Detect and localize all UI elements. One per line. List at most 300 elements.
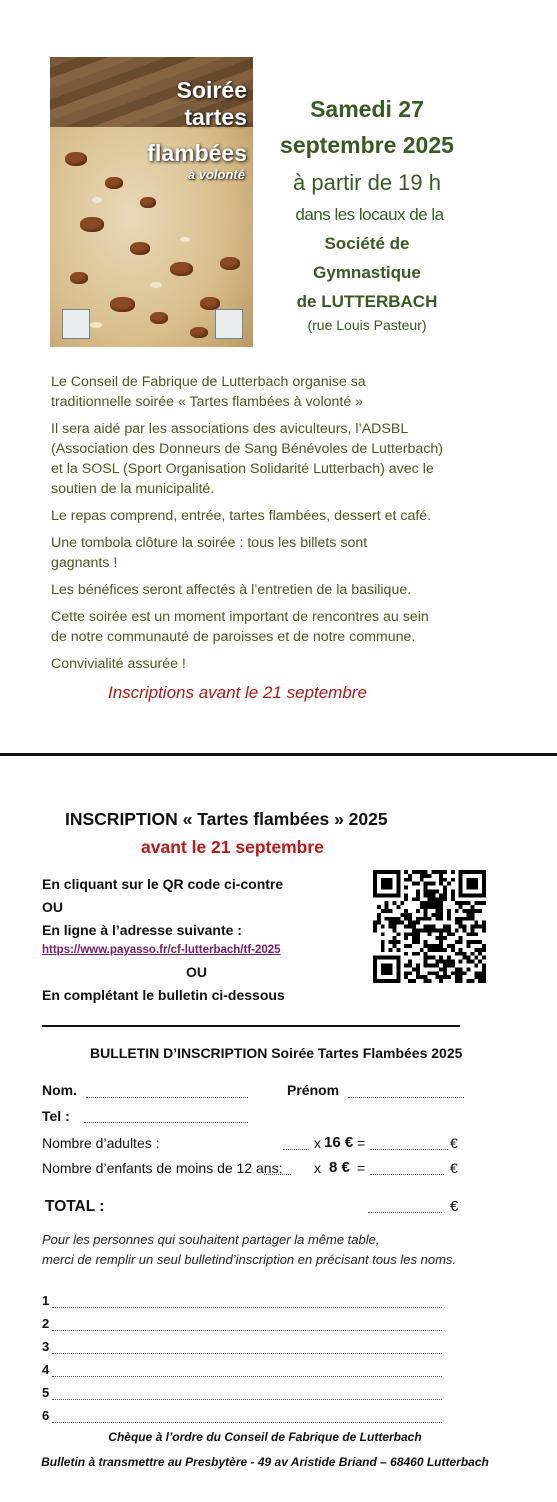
qr-module: [392, 928, 396, 932]
name-line-number: 2: [42, 1316, 50, 1331]
qr-module: [408, 971, 412, 975]
qr-module: [381, 882, 385, 886]
qr-module: [400, 901, 404, 905]
qr-module: [439, 909, 443, 913]
qr-module: [443, 897, 447, 901]
qr-module: [455, 971, 459, 975]
qr-module: [443, 964, 447, 968]
qr-module: [381, 944, 385, 948]
qr-module: [420, 948, 424, 952]
qr-code-icon[interactable]: [373, 870, 486, 983]
qr-module: [420, 874, 424, 878]
qr-module: [381, 878, 385, 882]
poster-subtitle: à volonté: [187, 167, 245, 182]
qr-module: [381, 967, 385, 971]
name-input-line[interactable]: [52, 1422, 442, 1423]
qr-module: [459, 948, 463, 952]
qr-module: [431, 893, 435, 897]
qr-module: [459, 971, 463, 975]
qr-module: [447, 956, 451, 960]
qr-module: [396, 878, 400, 882]
qr-module: [416, 936, 420, 940]
qr-module: [381, 870, 385, 874]
qr-module: [443, 967, 447, 971]
qr-module: [416, 975, 420, 979]
qr-module: [373, 878, 377, 882]
qr-module: [389, 878, 393, 882]
qr-module: [459, 917, 463, 921]
qr-module: [455, 909, 459, 913]
qr-module: [463, 901, 467, 905]
qr-module: [470, 870, 474, 874]
qr-module: [385, 882, 389, 886]
qr-module: [408, 960, 412, 964]
qr-module: [373, 967, 377, 971]
qr-module: [373, 893, 377, 897]
qr-module: [396, 948, 400, 952]
qr-module: [467, 901, 471, 905]
qr-module: [416, 882, 420, 886]
shared-table-note-line1: Pour les personnes qui souhaitent partager la même table,: [42, 1232, 380, 1247]
name-input-line[interactable]: [52, 1376, 442, 1377]
qr-module: [431, 928, 435, 932]
text-line: et la SOSL (Sport Organisation Solidarité Lutterbach) avec le: [51, 461, 434, 477]
qr-module: [439, 917, 443, 921]
qr-module: [428, 897, 432, 901]
qr-module: [431, 956, 435, 960]
qr-module: [424, 956, 428, 960]
name-input-line[interactable]: [52, 1330, 442, 1331]
qr-module: [467, 979, 471, 983]
footer-address: Bulletin à transmettre au Presbytère - 49 av Aristide Briand – 68460 Lutterbach: [41, 1455, 489, 1469]
qr-module: [482, 925, 486, 929]
qr-module: [447, 882, 451, 886]
children-amount-input[interactable]: [370, 1174, 444, 1175]
qr-module: [478, 948, 482, 952]
qr-module: [470, 905, 474, 909]
qr-module: [482, 889, 486, 893]
name-line-number: 4: [42, 1362, 50, 1377]
poster-topping: [150, 312, 168, 324]
qr-module: [439, 979, 443, 983]
adults-amount-input[interactable]: [370, 1149, 448, 1150]
qr-module: [447, 932, 451, 936]
qr-module: [377, 893, 381, 897]
qr-module: [412, 952, 416, 956]
qr-module: [474, 909, 478, 913]
payasso-link[interactable]: https://www.payasso.fr/cf-lutterbach/tf-2025: [42, 944, 281, 956]
qr-module: [377, 917, 381, 921]
qr-module: [474, 948, 478, 952]
qr-module: [431, 964, 435, 968]
qr-module: [381, 979, 385, 983]
qr-module: [428, 956, 432, 960]
qr-module: [389, 893, 393, 897]
qr-module: [373, 874, 377, 878]
qr-module: [412, 897, 416, 901]
qr-module: [439, 901, 443, 905]
qr-module: [467, 882, 471, 886]
qr-module: [404, 909, 408, 913]
name-input-line[interactable]: [52, 1399, 442, 1400]
qr-module: [404, 878, 408, 882]
tel-input-line[interactable]: [84, 1122, 248, 1123]
qr-module: [459, 921, 463, 925]
qr-module: [443, 889, 447, 893]
qr-module: [431, 905, 435, 909]
qr-module: [416, 940, 420, 944]
registration-deadline: Inscriptions avant le 21 septembre: [108, 683, 367, 702]
qr-module: [404, 971, 408, 975]
qr-module: [424, 975, 428, 979]
qr-module: [455, 940, 459, 944]
qr-module: [416, 909, 420, 913]
prenom-input-line[interactable]: [348, 1097, 464, 1098]
nom-input-line[interactable]: [86, 1097, 248, 1098]
qr-module: [478, 901, 482, 905]
qr-module: [392, 921, 396, 925]
cut-separator-line: [0, 753, 557, 756]
qr-module: [459, 905, 463, 909]
qr-module: [385, 979, 389, 983]
qr-module: [381, 893, 385, 897]
qr-module: [408, 979, 412, 983]
qr-module: [470, 928, 474, 932]
qr-module: [428, 964, 432, 968]
qr-module: [416, 971, 420, 975]
qr-module: [396, 889, 400, 893]
qr-module: [396, 917, 400, 921]
description-paragraph-2: [51, 419, 471, 499]
qr-module: [470, 979, 474, 983]
qr-module: [389, 964, 393, 968]
qr-module: [435, 964, 439, 968]
qr-module: [404, 932, 408, 936]
qr-module: [424, 913, 428, 917]
children-price: 8 €: [329, 1159, 350, 1176]
qr-module: [474, 870, 478, 874]
qr-module: [467, 878, 471, 882]
qr-module: [467, 944, 471, 948]
qr-module: [474, 882, 478, 886]
qr-module: [385, 870, 389, 874]
qr-module: [470, 909, 474, 913]
poster-title-line: flambées: [147, 140, 247, 166]
qr-module: [408, 944, 412, 948]
euro-sign: €: [450, 1160, 458, 1176]
qr-module: [474, 893, 478, 897]
qr-module: [373, 921, 377, 925]
qr-module: [385, 967, 389, 971]
qr-module: [447, 913, 451, 917]
qr-module: [470, 940, 474, 944]
adults-price: 16 €: [324, 1134, 354, 1151]
qr-module: [392, 979, 396, 983]
poster-topping: [105, 177, 123, 189]
poster-topping: [140, 197, 156, 208]
total-amount-input[interactable]: [368, 1212, 442, 1213]
or-separator: OU: [186, 964, 207, 980]
qr-module: [385, 964, 389, 968]
qr-module: [455, 979, 459, 983]
shared-table-note-line2: merci de remplir un seul bulletind’inscription en précisant tous les noms.: [42, 1252, 457, 1267]
qr-module: [474, 925, 478, 929]
poster-topping: [65, 152, 87, 166]
qr-module: [455, 917, 459, 921]
qr-module: [467, 967, 471, 971]
event-venue-line3: de LUTTERBACH: [296, 292, 438, 311]
qr-module: [482, 874, 486, 878]
qr-module: [455, 901, 459, 905]
children-label: Nombre d’enfants de moins de 12 ans:: [42, 1160, 283, 1176]
qr-module: [474, 878, 478, 882]
qr-module: [447, 975, 451, 979]
qr-module: [431, 948, 435, 952]
qr-module: [474, 956, 478, 960]
qr-module: [408, 921, 412, 925]
name-input-line[interactable]: [52, 1353, 442, 1354]
qr-module: [470, 913, 474, 917]
qr-module: [428, 925, 432, 929]
footer-cheque-order: Chèque à l’ordre du Conseil de Fabrique de Lutterbach: [108, 1430, 422, 1444]
poster-topping: [170, 262, 193, 276]
qr-module: [459, 979, 463, 983]
qr-module: [373, 960, 377, 964]
qr-module: [424, 917, 428, 921]
qr-module: [439, 882, 443, 886]
qr-module: [463, 971, 467, 975]
qr-module: [385, 971, 389, 975]
description-paragraph-5: Les bénéfices seront affectés à l’entretien de la basilique.: [51, 582, 412, 598]
qr-module: [478, 893, 482, 897]
qr-module: [424, 940, 428, 944]
qr-module: [467, 870, 471, 874]
qr-module: [478, 909, 482, 913]
qr-module: [482, 975, 486, 979]
qr-module: [424, 928, 428, 932]
event-date-line1: Samedi 27: [310, 96, 424, 122]
qr-module: [373, 956, 377, 960]
qr-module: [435, 917, 439, 921]
adults-count-input[interactable]: [283, 1149, 309, 1150]
qr-module: [396, 932, 400, 936]
qr-module: [467, 893, 471, 897]
poster-title-line: tartes: [184, 104, 247, 130]
qr-module: [373, 882, 377, 886]
qr-module: [396, 975, 400, 979]
qr-module: [400, 921, 404, 925]
qr-module: [424, 889, 428, 893]
qr-module: [389, 925, 393, 929]
qr-module: [424, 925, 428, 929]
qr-module: [459, 893, 463, 897]
qr-module: [412, 979, 416, 983]
qr-module: [381, 932, 385, 936]
qr-module: [482, 886, 486, 890]
qr-module: [389, 882, 393, 886]
text-line: soutien de la municipalité.: [51, 481, 215, 497]
qr-module: [447, 909, 451, 913]
qr-module: [463, 956, 467, 960]
qr-module: [431, 882, 435, 886]
qr-module: [416, 917, 420, 921]
qr-module: [389, 917, 393, 921]
qr-module: [428, 882, 432, 886]
qr-module: [439, 936, 443, 940]
qr-module: [420, 975, 424, 979]
qr-module: [424, 870, 428, 874]
text-line: Il sera aidé par les associations des aviculteurs, l’ADSBL: [51, 421, 409, 437]
qr-module: [474, 886, 478, 890]
description-paragraph-6: [51, 607, 471, 647]
poster-topping: [220, 257, 240, 270]
qr-module: [385, 917, 389, 921]
qr-module: [389, 979, 393, 983]
qr-module: [459, 952, 463, 956]
qr-module: [424, 952, 428, 956]
qr-module: [377, 956, 381, 960]
qr-module: [451, 889, 455, 893]
bulletin-title: BULLETIN D’INSCRIPTION Soirée Tartes Flambées 2025: [90, 1045, 463, 1061]
qr-module: [412, 870, 416, 874]
qr-module: [377, 913, 381, 917]
qr-module: [428, 905, 432, 909]
qr-module: [478, 975, 482, 979]
name-input-line[interactable]: [52, 1307, 442, 1308]
qr-module: [389, 909, 393, 913]
qr-module: [470, 917, 474, 921]
total-label: TOTAL :: [45, 1198, 105, 1215]
qr-module: [424, 901, 428, 905]
qr-module: [443, 928, 447, 932]
qr-module: [478, 960, 482, 964]
qr-module: [381, 971, 385, 975]
qr-module: [435, 901, 439, 905]
qr-module: [455, 952, 459, 956]
qr-module: [478, 925, 482, 929]
qr-module: [396, 874, 400, 878]
qr-module: [439, 932, 443, 936]
qr-module: [459, 886, 463, 890]
qr-module: [459, 878, 463, 882]
qr-module: [474, 921, 478, 925]
qr-module: [443, 893, 447, 897]
poster-onion: [92, 197, 102, 203]
qr-module: [455, 928, 459, 932]
qr-module: [381, 886, 385, 890]
nom-label: Nom.: [42, 1082, 77, 1098]
qr-module: [459, 870, 463, 874]
poster-topping: [80, 217, 104, 232]
qr-module: [420, 901, 424, 905]
qr-module: [412, 967, 416, 971]
qr-module: [416, 964, 420, 968]
description-paragraph-7: Convivialité assurée !: [51, 656, 186, 672]
qr-module: [474, 940, 478, 944]
qr-module: [408, 874, 412, 878]
qr-module: [431, 889, 435, 893]
qr-module: [396, 886, 400, 890]
qr-module: [470, 960, 474, 964]
qr-module: [385, 956, 389, 960]
event-time: à partir de 19 h: [293, 170, 441, 195]
qr-module: [470, 893, 474, 897]
qr-module: [404, 975, 408, 979]
qr-module: [373, 975, 377, 979]
qr-module: [392, 917, 396, 921]
qr-module: [439, 913, 443, 917]
qr-module: [392, 944, 396, 948]
qr-module: [373, 979, 377, 983]
qr-module: [435, 928, 439, 932]
qr-module: [459, 960, 463, 964]
qr-module: [396, 905, 400, 909]
description-paragraph-3: Le repas comprend, entrée, tartes flambées, dessert et café.: [51, 508, 432, 524]
qr-module: [428, 874, 432, 878]
qr-module: [404, 897, 408, 901]
qr-module: [435, 960, 439, 964]
qr-module: [389, 870, 393, 874]
qr-module: [439, 874, 443, 878]
qr-module: [439, 956, 443, 960]
qr-module: [451, 878, 455, 882]
qr-module: [408, 917, 412, 921]
qr-module: [416, 932, 420, 936]
qr-module: [439, 897, 443, 901]
qr-module: [482, 928, 486, 932]
children-count-input[interactable]: [264, 1174, 291, 1175]
qr-module: [408, 878, 412, 882]
qr-module: [482, 878, 486, 882]
qr-module: [396, 921, 400, 925]
qr-module: [431, 913, 435, 917]
qr-module: [412, 925, 416, 929]
qr-module: [396, 964, 400, 968]
qr-module: [478, 952, 482, 956]
qr-module: [435, 971, 439, 975]
qr-module: [373, 971, 377, 975]
qr-module: [443, 975, 447, 979]
qr-module: [459, 901, 463, 905]
qr-module: [459, 889, 463, 893]
qr-module: [428, 932, 432, 936]
name-line-number: 3: [42, 1339, 50, 1354]
event-venue-line1: Société de: [324, 234, 410, 253]
qr-module: [389, 971, 393, 975]
qr-module: [443, 878, 447, 882]
qr-module: [396, 979, 400, 983]
qr-module: [439, 905, 443, 909]
qr-module: [463, 870, 467, 874]
poster-topping: [130, 242, 150, 255]
qr-module: [478, 940, 482, 944]
qr-module: [463, 917, 467, 921]
tel-label: Tel :: [42, 1108, 70, 1124]
qr-module: [482, 882, 486, 886]
qr-module: [443, 925, 447, 929]
qr-module: [412, 936, 416, 940]
qr-module: [447, 925, 451, 929]
name-line-number: 6: [42, 1408, 50, 1423]
qr-module: [381, 909, 385, 913]
qr-module: [451, 948, 455, 952]
qr-module: [416, 928, 420, 932]
qr-module: [416, 921, 420, 925]
qr-module: [435, 909, 439, 913]
qr-module: [428, 893, 432, 897]
qr-module: [470, 932, 474, 936]
qr-module: [373, 870, 377, 874]
